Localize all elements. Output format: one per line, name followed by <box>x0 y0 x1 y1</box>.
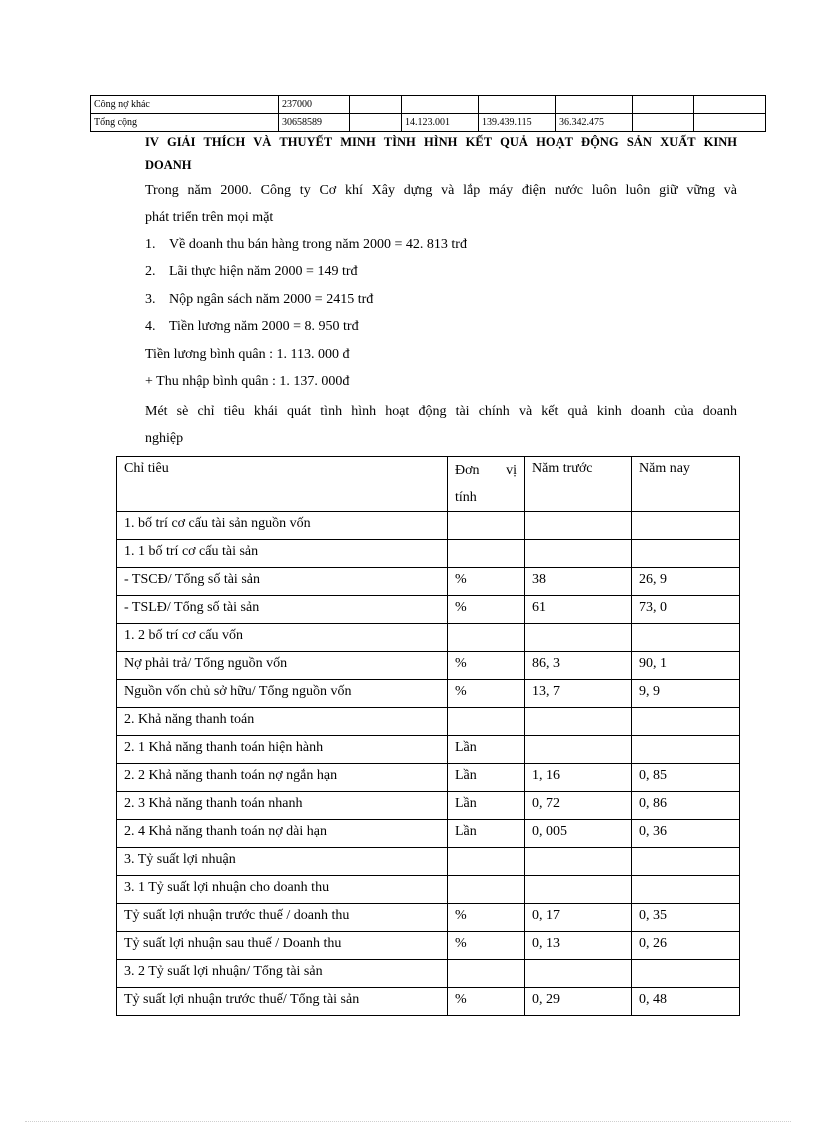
prev-year-cell: 0, 72 <box>525 792 632 820</box>
avg-income-line: + Thu nhập bình quân : 1. 137. 000đ <box>145 374 350 389</box>
unit-cell <box>448 848 525 876</box>
indicator-cell: Tỷ suất lợi nhuận trước thuế / doanh thu <box>117 904 448 932</box>
summary-line1: Mét sè chỉ tiêu khái quát tình hình hoạt động tài chính và kết quả kinh doanh của doanh <box>145 404 737 419</box>
list-item: 3. Nộp ngân sách năm 2000 = 2415 trđ <box>145 292 374 307</box>
prev-year-cell <box>525 736 632 764</box>
indicator-cell: 2. 3 Khả năng thanh toán nhanh <box>117 792 448 820</box>
indicator-cell: 1. 1 bố trí cơ cấu tài sản <box>117 540 448 568</box>
summary-line2: nghiệp <box>145 431 184 446</box>
unit-cell <box>448 960 525 988</box>
prev-year-cell <box>525 624 632 652</box>
prev-year-cell: 61 <box>525 596 632 624</box>
indicator-cell: Nguồn vốn chủ sở hữu/ Tổng nguồn vốn <box>117 680 448 708</box>
this-year-cell: 9, 9 <box>632 680 740 708</box>
unit-cell: Lần <box>448 736 525 764</box>
unit-cell: % <box>448 932 525 960</box>
unit-cell: % <box>448 988 525 1016</box>
unit-cell: Lần <box>448 820 525 848</box>
intro-paragraph-line2: phát triển trên mọi mặt <box>145 210 274 225</box>
section-heading: IV GIẢI THÍCH VÀ THUYẾT MINH TÌNH HÌNH KẾT QUẢ HOẠT ĐỘNG SẢN XUẤT KINH <box>145 135 737 149</box>
indicator-cell: 3. Tỷ suất lợi nhuận <box>117 848 448 876</box>
indicator-cell: - TSLĐ/ Tổng số tài sản <box>117 596 448 624</box>
table-cell <box>694 114 766 132</box>
prev-year-cell: 1, 16 <box>525 764 632 792</box>
unit-cell: % <box>448 904 525 932</box>
this-year-cell <box>632 848 740 876</box>
unit-cell <box>448 512 525 540</box>
table-row <box>117 988 740 1016</box>
table-cell: 14.123.001 <box>402 114 479 132</box>
prev-year-cell: 38 <box>525 568 632 596</box>
financial-indicators-table <box>116 456 740 1016</box>
this-year-cell <box>632 540 740 568</box>
page-bottom-divider <box>25 1121 791 1122</box>
indicator-cell: 2. 4 Khả năng thanh toán nợ dài hạn <box>117 820 448 848</box>
indicator-cell: - TSCĐ/ Tổng số tài sản <box>117 568 448 596</box>
this-year-cell <box>632 708 740 736</box>
table-row <box>117 652 740 680</box>
indicator-cell: 3. 2 Tỷ suất lợi nhuận/ Tổng tài sản <box>117 960 448 988</box>
table-row <box>117 792 740 820</box>
list-item: 4. Tiền lương năm 2000 = 8. 950 trđ <box>145 319 359 334</box>
table-row <box>91 114 766 132</box>
header-unit: Đơn vị tính <box>448 457 525 512</box>
indicator-cell: 2. 2 Khả năng thanh toán nợ ngắn hạn <box>117 764 448 792</box>
prev-year-cell: 0, 29 <box>525 988 632 1016</box>
table-row <box>117 624 740 652</box>
unit-cell <box>448 708 525 736</box>
table-cell <box>694 96 766 114</box>
unit-cell: Lần <box>448 764 525 792</box>
table-cell <box>633 96 694 114</box>
unit-cell <box>448 624 525 652</box>
prev-year-cell: 13, 7 <box>525 680 632 708</box>
this-year-cell <box>632 736 740 764</box>
this-year-cell: 0, 36 <box>632 820 740 848</box>
table-row <box>117 960 740 988</box>
table-row <box>117 764 740 792</box>
table-cell <box>350 96 402 114</box>
this-year-cell <box>632 624 740 652</box>
indicator-cell: 2. Khả năng thanh toán <box>117 708 448 736</box>
table-cell: 30658589 <box>279 114 350 132</box>
header-indicator: Chỉ tiêu <box>117 457 448 512</box>
avg-salary-line: Tiền lương bình quân : 1. 113. 000 đ <box>145 347 350 362</box>
table-cell <box>350 114 402 132</box>
this-year-cell: 0, 86 <box>632 792 740 820</box>
table-cell: 237000 <box>279 96 350 114</box>
indicator-cell: Tỷ suất lợi nhuận trước thuế/ Tổng tài sản <box>117 988 448 1016</box>
this-year-cell: 90, 1 <box>632 652 740 680</box>
indicator-cell: 2. 1 Khả năng thanh toán hiện hành <box>117 736 448 764</box>
prev-year-cell <box>525 960 632 988</box>
table-row <box>117 596 740 624</box>
list-item: 2. Lãi thực hiện năm 2000 = 149 trđ <box>145 264 358 279</box>
this-year-cell <box>632 512 740 540</box>
table-cell: 36.342.475 <box>556 114 633 132</box>
table-header-row <box>117 457 740 512</box>
indicator-cell: Nợ phải trả/ Tổng nguồn vốn <box>117 652 448 680</box>
table-row <box>117 708 740 736</box>
table-cell: 139.439.115 <box>479 114 556 132</box>
table-row <box>117 904 740 932</box>
unit-cell <box>448 540 525 568</box>
table-cell <box>556 96 633 114</box>
intro-paragraph-line1: Trong năm 2000. Công ty Cơ khí Xây dựng và lắp máy điện nước luôn luôn giữ vững và <box>145 183 737 198</box>
this-year-cell: 0, 26 <box>632 932 740 960</box>
table-row <box>117 540 740 568</box>
table-row <box>91 96 766 114</box>
indicator-cell: 1. bố trí cơ cấu tài sản nguồn vốn <box>117 512 448 540</box>
this-year-cell: 0, 85 <box>632 764 740 792</box>
prev-year-cell <box>525 708 632 736</box>
table-cell <box>479 96 556 114</box>
prev-year-cell: 0, 17 <box>525 904 632 932</box>
this-year-cell: 0, 48 <box>632 988 740 1016</box>
this-year-cell: 73, 0 <box>632 596 740 624</box>
prev-year-cell: 0, 005 <box>525 820 632 848</box>
unit-cell: Lần <box>448 792 525 820</box>
table-row <box>117 932 740 960</box>
this-year-cell <box>632 960 740 988</box>
table-row <box>117 848 740 876</box>
prev-year-cell <box>525 512 632 540</box>
prev-year-cell <box>525 876 632 904</box>
unit-cell: % <box>448 568 525 596</box>
table-row <box>117 680 740 708</box>
this-year-cell: 26, 9 <box>632 568 740 596</box>
section-heading-cont: DOANH <box>145 158 192 172</box>
list-item: 1. Về doanh thu bán hàng trong năm 2000 = 42. 813 trđ <box>145 237 467 252</box>
table-row <box>117 512 740 540</box>
unit-cell: % <box>448 680 525 708</box>
prev-year-cell: 0, 13 <box>525 932 632 960</box>
unit-cell <box>448 876 525 904</box>
row-label: Tổng cộng <box>91 114 279 132</box>
row-label: Công nợ khác <box>91 96 279 114</box>
table-cell <box>633 114 694 132</box>
prev-year-cell: 86, 3 <box>525 652 632 680</box>
table-row <box>117 736 740 764</box>
prev-year-cell <box>525 540 632 568</box>
table-cell <box>402 96 479 114</box>
unit-cell: % <box>448 652 525 680</box>
table-row <box>117 568 740 596</box>
indicator-cell: Tỷ suất lợi nhuận sau thuế / Doanh thu <box>117 932 448 960</box>
header-this-year: Năm nay <box>632 457 740 512</box>
header-prev-year: Năm trước <box>525 457 632 512</box>
table-row <box>117 820 740 848</box>
this-year-cell <box>632 876 740 904</box>
indicator-cell: 3. 1 Tỷ suất lợi nhuận cho doanh thu <box>117 876 448 904</box>
prev-year-cell <box>525 848 632 876</box>
unit-cell: % <box>448 596 525 624</box>
table-row <box>117 876 740 904</box>
this-year-cell: 0, 35 <box>632 904 740 932</box>
indicator-cell: 1. 2 bố trí cơ cấu vốn <box>117 624 448 652</box>
top-summary-table <box>90 95 766 132</box>
